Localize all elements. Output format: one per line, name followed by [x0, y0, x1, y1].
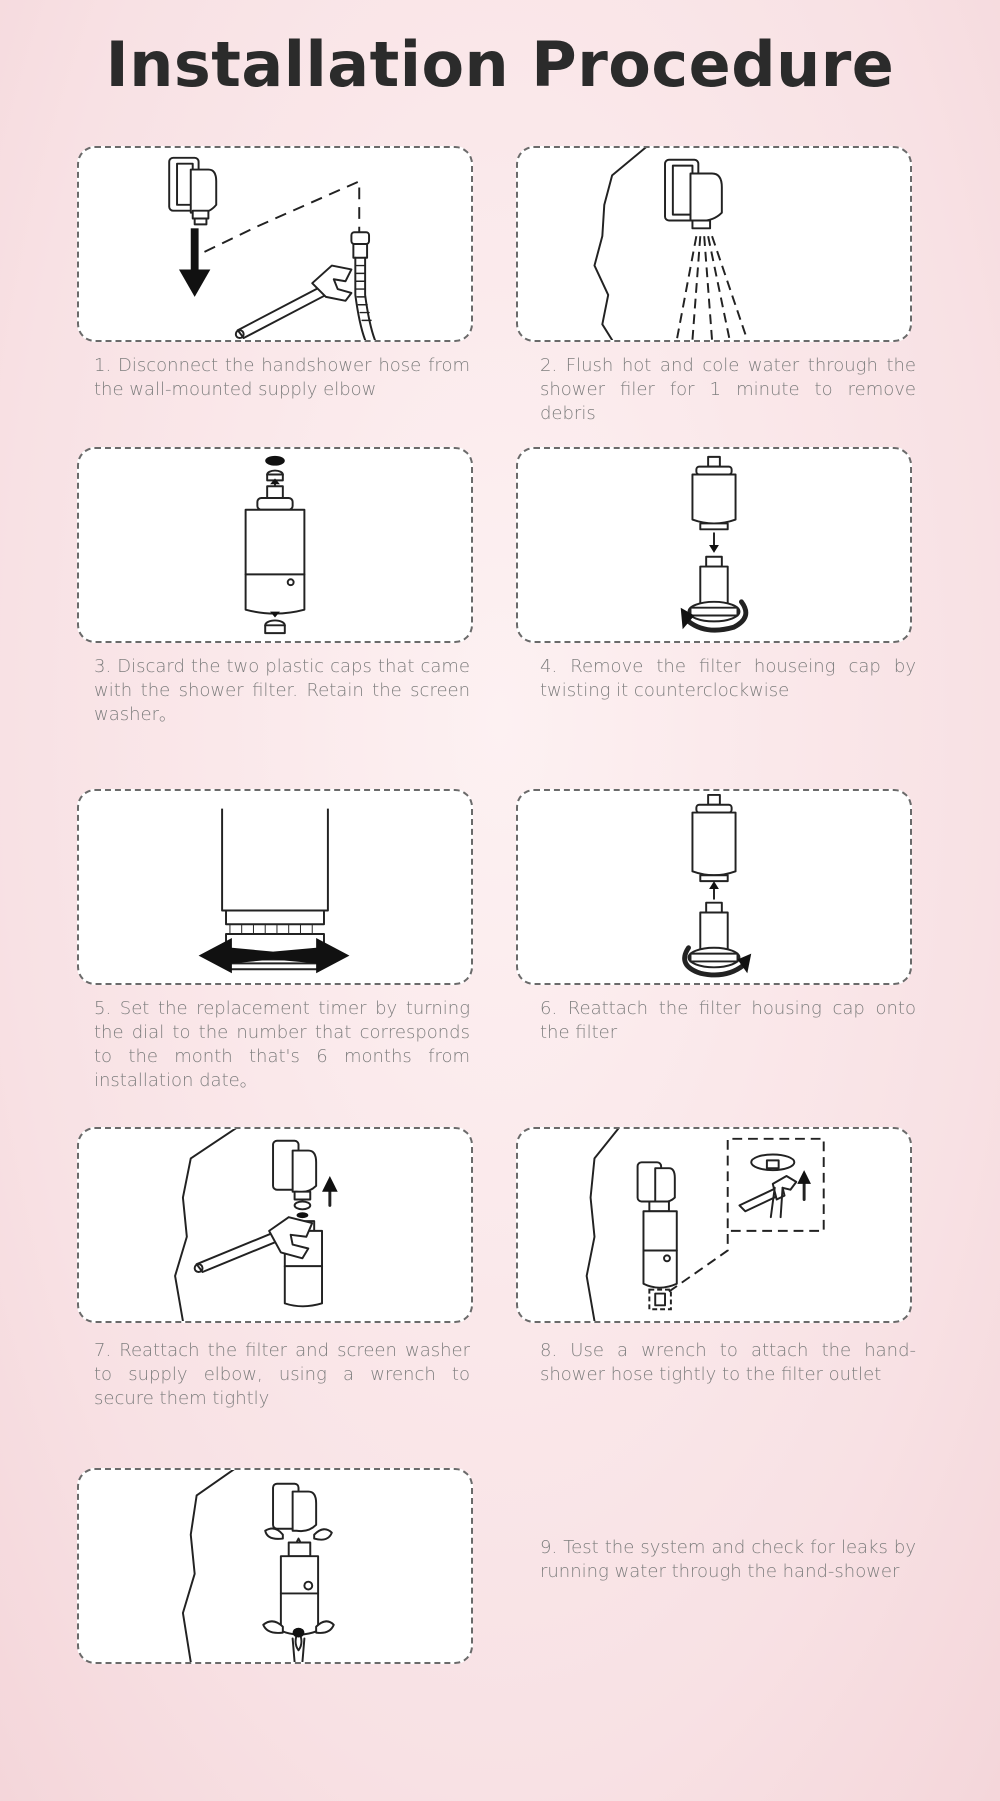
water-spray-icon — [518, 148, 910, 340]
step-8-illustration — [516, 1127, 912, 1323]
hose-outlet-icon — [518, 1129, 910, 1321]
step-3-illustration — [77, 447, 473, 643]
step-6-illustration — [516, 789, 912, 985]
step-5-illustration — [77, 789, 473, 985]
timer-dial-icon — [79, 791, 471, 983]
step-9-illustration — [77, 1468, 473, 1664]
filter-caps-icon — [79, 449, 471, 641]
wrench-elbow-icon — [79, 1129, 471, 1321]
step-7-illustration — [77, 1127, 473, 1323]
step-1-caption: 1. Disconnect the handshower hose from the wall-mounted supply elbow — [94, 355, 470, 400]
step-2-caption: 2. Flush hot and cole water through the shower filer for 1 minute to remove debris — [540, 355, 916, 424]
step-2-illustration — [516, 146, 912, 342]
step-9-caption: 9. Test the system and check for leaks by running water through the hand-shower — [540, 1537, 916, 1582]
twist-cap-icon — [518, 449, 910, 641]
step-4-caption: 4. Remove the filter houseing cap by twisting it counterclockwise — [540, 656, 916, 701]
page-title: Installation Procedure — [105, 28, 895, 101]
step-4-illustration — [516, 447, 912, 643]
leak-test-icon — [79, 1470, 471, 1662]
step-7-caption: 7. Reattach the filter and screen washer to supply elbow, using a wrench to secure them tightly — [94, 1340, 470, 1409]
wrench-and-hose-icon — [79, 148, 471, 340]
step-5-caption: 5. Set the replacement timer by turning the dial to the number that corresponds to the month that's 6 months from installation date。 — [94, 998, 470, 1091]
step-8-caption: 8. Use a wrench to attach the hand-shower hose tightly to the filter outlet — [540, 1340, 916, 1385]
step-3-caption: 3. Discard the two plastic caps that came with the shower filter. Retain the screen washer。 — [94, 656, 470, 725]
step-6-caption: 6. Reattach the filter housing cap onto the filter — [540, 998, 916, 1043]
step-1-illustration — [77, 146, 473, 342]
reattach-cap-icon — [518, 791, 910, 983]
